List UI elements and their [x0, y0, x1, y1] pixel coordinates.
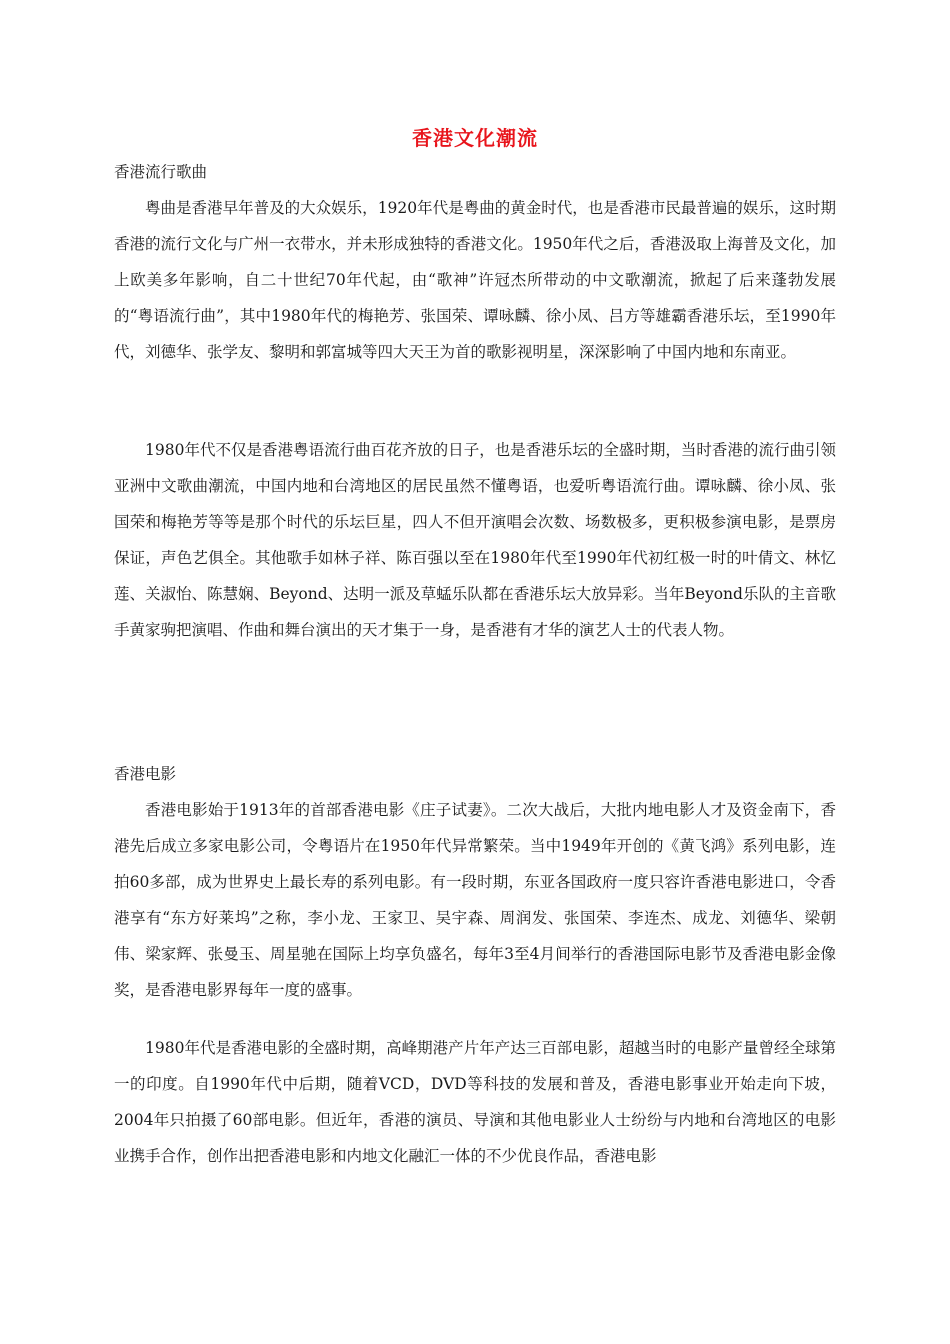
section-heading-pop-music: 香港流行歌曲 — [114, 163, 208, 181]
paragraph: 香港电影始于1913年的首部香港电影《庄子试妻》。二次大战后，大批内地电影人才及资金南下，香港先后成立多家电影公司，令粤语片在1950年代异常繁荣。当中1949年开创的《黄飞鸿》系列电影，连拍60多部，成为世界史上最长寿的系列电影。有一段时期，东亚各国政府一度只容许香港电影进口，令香港享有“东方好莱坞”之称，李小龙、王家卫、吴宇森、周润发、张国荣、李连杰、成龙、刘德华、梁朝伟、梁家辉、张曼玉、周星驰在国际上均享负盛名，每年3至4月间举行的香港国际电影节及香港电影金像奖，是香港电影界每年一度的盛事。 — [114, 801, 836, 999]
document-title: 香港文化潮流 — [412, 126, 538, 150]
section-heading-film: 香港电影 — [114, 765, 177, 783]
paragraph: 粤曲是香港早年普及的大众娱乐，1920年代是粤曲的黄金时代，也是香港市民最普遍的娱乐，这时期香港的流行文化与广州一衣带水，并未形成独特的香港文化。1950年代之后，香港汲取上海普及文化，加上欧美多年影响，自二十世纪70年代起，由“歌神”许冠杰所带动的中文歌潮流，掀起了后来蓬勃发展的“粤语流行曲”，其中1980年代的梅艳芳、张国荣、谭咏麟、徐小凤、吕方等雄霸香港乐坛，至1990年代，刘德华、张学友、黎明和郭富城等四大天王为首的歌影视明星，深深影响了中国内地和东南亚。 — [114, 199, 836, 361]
paragraph: 1980年代不仅是香港粤语流行曲百花齐放的日子，也是香港乐坛的全盛时期，当时香港的流行曲引领亚洲中文歌曲潮流，中国内地和台湾地区的居民虽然不懂粤语，也爱听粤语流行曲。谭咏麟、徐小凤、张国荣和梅艳芳等等是那个时代的乐坛巨星，四人不但开演唱会次数、场数极多，更积极参演电影，是票房保证，声色艺俱全。其他歌手如林子祥、陈百强以至在1980年代至1990年代初红极一时的叶倩文、林忆莲、关淑怡、陈慧娴、Beyond、达明一派及草蜢乐队都在香港乐坛大放异彩。当年Beyond乐队的主音歌手黄家驹把演唱、作曲和舞台演出的天才集于一身，是香港有才华的演艺人士的代表人物。 — [114, 441, 836, 639]
paragraph: 1980年代是香港电影的全盛时期，高峰期港产片年产达三百部电影，超越当时的电影产量曾经全球第一的印度。自1990年代中后期，随着VCD，DVD等科技的发展和普及，香港电影事业开始走向下坡，2004年只拍摄了60部电影。但近年，香港的演员、导演和其他电影业人士纷纷与内地和台湾地区的电影业携手合作，创作出把香港电影和内地文化融汇一体的不少优良作品，香港电影 — [114, 1039, 836, 1165]
